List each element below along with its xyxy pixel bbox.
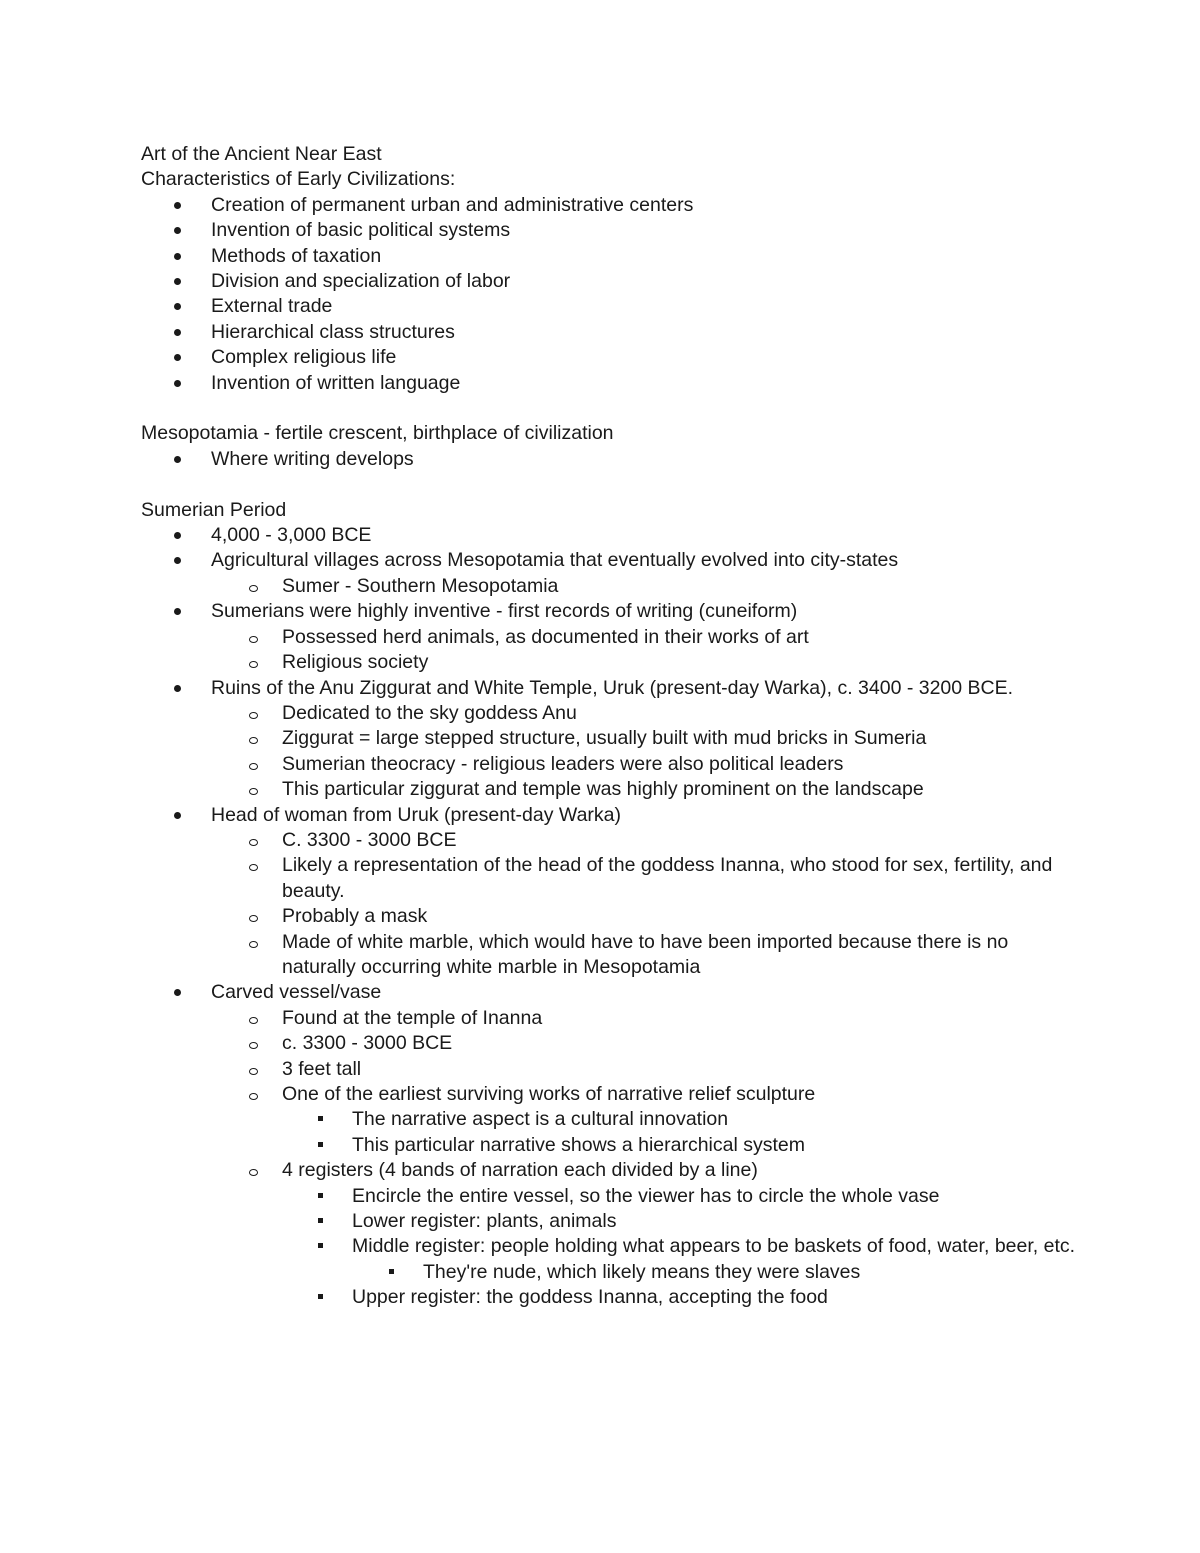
list-item: Creation of permanent urban and administrative centers xyxy=(141,193,1081,218)
circle-bullet-icon xyxy=(249,941,258,948)
bullet-icon xyxy=(174,456,181,463)
bullet-icon xyxy=(174,989,181,996)
section-heading-characteristics: Characteristics of Early Civilizations: xyxy=(141,168,456,191)
sub-list-item: Ziggurat = large stepped structure, usually built with mud bricks in Sumeria xyxy=(141,726,1081,751)
list-item: Agricultural villages across Mesopotamia that eventually evolved into city-states xyxy=(141,548,1081,573)
sub-list-item: One of the earliest surviving works of narrative relief sculpture xyxy=(141,1082,1081,1107)
square-bullet-icon xyxy=(318,1116,323,1121)
circle-bullet-icon xyxy=(249,788,258,795)
document-title: Art of the Ancient Near East xyxy=(141,143,382,165)
list-item: Invention of written language xyxy=(141,371,1081,396)
list-item: Invention of basic political systems xyxy=(141,218,1081,243)
sub-list-item: Likely a representation of the head of the goddess Inanna, who stood for sex, fertility, and beauty. xyxy=(141,853,1081,904)
list-item: External trade xyxy=(141,294,1081,319)
square-bullet-icon xyxy=(389,1269,394,1274)
section-heading-mesopotamia: Mesopotamia - fertile crescent, birthplace of civilization xyxy=(141,422,614,445)
list-item: Complex religious life xyxy=(141,345,1081,370)
circle-bullet-icon xyxy=(249,915,258,922)
bullet-icon xyxy=(174,303,181,310)
circle-bullet-icon xyxy=(249,636,258,643)
circle-bullet-icon xyxy=(249,1169,258,1176)
circle-bullet-icon xyxy=(249,839,258,846)
square-bullet-icon xyxy=(318,1294,323,1299)
circle-bullet-icon xyxy=(249,1093,258,1100)
sub-sub-list-item: The narrative aspect is a cultural innovation xyxy=(141,1107,1081,1132)
bullet-icon xyxy=(174,380,181,387)
sub-list-item: Found at the temple of Inanna xyxy=(141,1006,1081,1031)
sub-list-item: c. 3300 - 3000 BCE xyxy=(141,1031,1081,1056)
sub-list-item: 3 feet tall xyxy=(141,1057,1081,1082)
sub-list-item: C. 3300 - 3000 BCE xyxy=(141,828,1081,853)
list-item: 4,000 - 3,000 BCE xyxy=(141,523,1081,548)
blank-line xyxy=(141,472,1081,497)
list-item: Division and specialization of labor xyxy=(141,269,1081,294)
bullet-icon xyxy=(174,227,181,234)
circle-bullet-icon xyxy=(249,661,258,668)
sub-sub-list-item: Lower register: plants, animals xyxy=(141,1209,1081,1234)
bullet-icon xyxy=(174,608,181,615)
square-bullet-icon xyxy=(318,1218,323,1223)
list-item: Methods of taxation xyxy=(141,244,1081,269)
circle-bullet-icon xyxy=(249,1068,258,1075)
sub-list-item: Sumer - Southern Mesopotamia xyxy=(141,574,1081,599)
sub-sub-list-item: This particular narrative shows a hierarchical system xyxy=(141,1133,1081,1158)
bullet-icon xyxy=(174,278,181,285)
circle-bullet-icon xyxy=(249,712,258,719)
sub-list-item: 4 registers (4 bands of narration each divided by a line) xyxy=(141,1158,1081,1183)
list-item: Ruins of the Anu Ziggurat and White Temple, Uruk (present-day Warka), c. 3400 - 3200 BCE. xyxy=(141,676,1081,701)
list-item: Carved vessel/vase xyxy=(141,980,1081,1005)
sub-list-item: Probably a mask xyxy=(141,904,1081,929)
sub-list-item: Sumerian theocracy - religious leaders were also political leaders xyxy=(141,752,1081,777)
square-bullet-icon xyxy=(318,1142,323,1147)
bullet-icon xyxy=(174,202,181,209)
sub-sub-list-item: Middle register: people holding what appears to be baskets of food, water, beer, etc. xyxy=(141,1234,1081,1259)
circle-bullet-icon xyxy=(249,737,258,744)
section-heading-sumerian: Sumerian Period xyxy=(141,498,287,521)
bullet-icon xyxy=(174,557,181,564)
square-bullet-icon xyxy=(318,1243,323,1248)
circle-bullet-icon xyxy=(249,1042,258,1049)
bullet-icon xyxy=(174,253,181,260)
list-item: Hierarchical class structures xyxy=(141,320,1081,345)
blank-line xyxy=(141,396,1081,421)
bullet-icon xyxy=(174,685,181,692)
sub-sub-sub-list-item: They're nude, which likely means they were slaves xyxy=(141,1260,1081,1285)
sub-list-item: This particular ziggurat and temple was highly prominent on the landscape xyxy=(141,777,1081,802)
square-bullet-icon xyxy=(318,1193,323,1198)
document-page xyxy=(141,142,1081,1311)
circle-bullet-icon xyxy=(249,763,258,770)
bullet-icon xyxy=(174,354,181,361)
sub-list-item: Religious society xyxy=(141,650,1081,675)
bullet-icon xyxy=(174,812,181,819)
list-item: Where writing develops xyxy=(141,447,1081,472)
circle-bullet-icon xyxy=(249,585,258,592)
sub-sub-list-item: Encircle the entire vessel, so the viewer has to circle the whole vase xyxy=(141,1184,1081,1209)
bullet-icon xyxy=(174,532,181,539)
list-item: Sumerians were highly inventive - first records of writing (cuneiform) xyxy=(141,599,1081,624)
sub-list-item: Dedicated to the sky goddess Anu xyxy=(141,701,1081,726)
circle-bullet-icon xyxy=(249,864,258,871)
sub-sub-list-item: Upper register: the goddess Inanna, accepting the food xyxy=(141,1285,1081,1310)
bullet-icon xyxy=(174,329,181,336)
sub-list-item: Possessed herd animals, as documented in their works of art xyxy=(141,625,1081,650)
sub-list-item: Made of white marble, which would have to have been imported because there is no naturally occurring white marble in Mesopotamia xyxy=(141,930,1081,981)
circle-bullet-icon xyxy=(249,1017,258,1024)
list-item: Head of woman from Uruk (present-day Warka) xyxy=(141,803,1081,828)
